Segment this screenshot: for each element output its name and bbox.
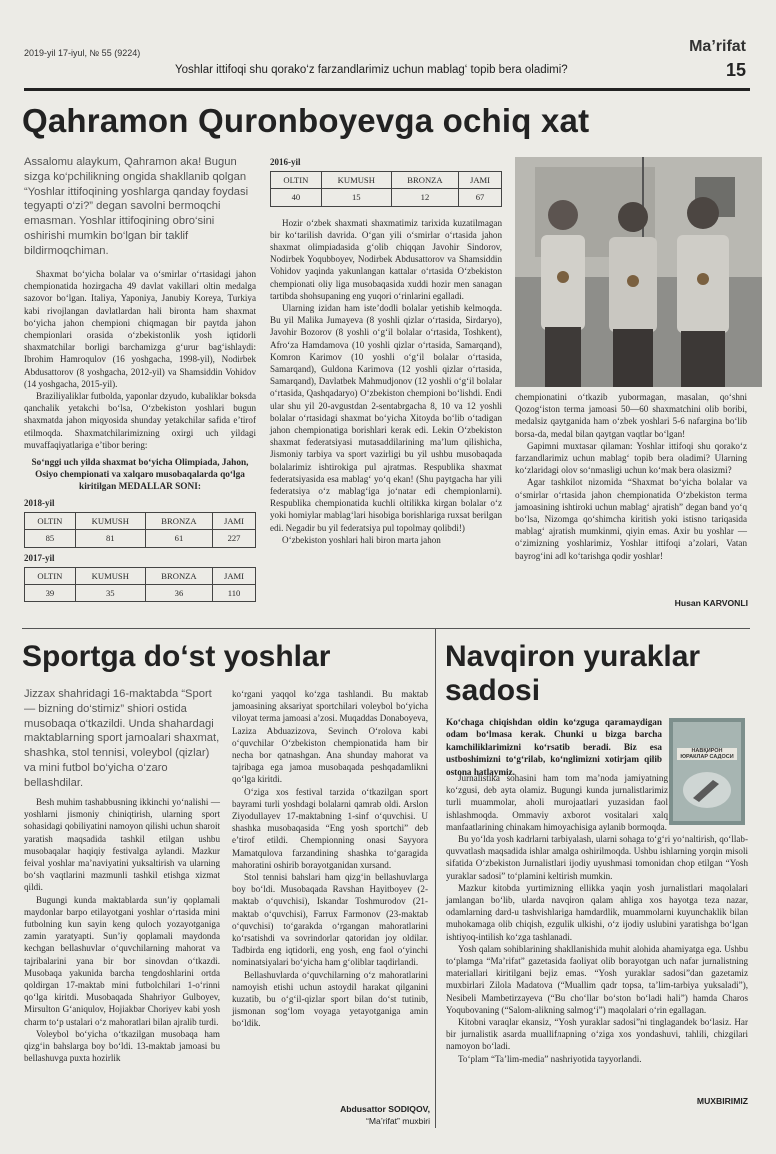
table-cell: 85 bbox=[25, 530, 76, 547]
article2-author-name: Abdusattor SODIQOV, bbox=[340, 1104, 430, 1114]
chess-players-photo bbox=[515, 157, 762, 387]
photo-illustration bbox=[515, 157, 762, 387]
paragraph: Yosh qalam sohiblarining shakllanishida muhit alohida ahamiyatga ega. Ushbu to‘plamga “Ma’rifat” gazetasida faoliyat olib borayotgan uch nafar jurnalistning materiallari kiritilgani bejiz emas. “Yosh yuraklar sadosi”dan gazetamiz muxbirlari Zilola Madatova (“Muallim qadr topsa, ta’lim-tarbiya yuksaladi”), Nesibeli Mambetirzayeva (“Bu cho‘llar bo‘ston bo‘ladi hali”) hamda Charos Yoqubovaning (“Salom-alikning salmog‘i”) maqolalari o‘rin egallagan. bbox=[446, 943, 748, 1015]
page-number: 15 bbox=[725, 60, 746, 80]
paragraph: Bellashuvlarda o‘quvchilarning o‘z mahoratlarini namoyish etishi uchun astoydil harakat qilganini kuzatib, bu o‘g‘il-qizlar sport bilan do‘st tutinib, jismonan sog‘lom voyaga yetayotganiga amin bo‘ldik. bbox=[232, 969, 428, 1029]
table-cell: 39 bbox=[25, 585, 76, 602]
article1-col1 bbox=[24, 268, 256, 602]
paragraph: Gapimni muxtasar qilaman: Yoshlar ittifoqi shu qorako‘z farzandlarimiz uchun mablag‘ topib bera oladimi? Ularning ko‘zlaridagi olov so‘nmasligi uchun ko‘mak bera olasizmi? bbox=[515, 440, 747, 476]
article3-body bbox=[446, 772, 748, 1065]
paragraph: Kitobni varaqlar ekansiz, “Yosh yuraklar sadosi”ni tinglagandek bo‘lasiz. Har bir jurnalistik asarda muallifларning o‘ziga xos yondashuvi, tahlili, chizgilari namoyon bo‘ladi. bbox=[446, 1017, 748, 1052]
paragraph: Hozir o‘zbek shaxmati shaxmatimiz tarixida kuzatilmagan bir ko‘tarilish davrida. O‘gan yili o‘smirlar o‘rtasida jahon shaxmat olimpiadasida g‘olib chiqqan Javohir Sindorov, Nodirbek Yoqubboyev, Nodirbek Abdusattorov va Shamsiddin Vohidov yaqinda yakunlangan kattalar o‘rtasida O‘zbekiston chempionati oliy liga musobaqasida xuddi hozir men sanagan tartibda shohsupaning eng yuqori o‘rinlarini egalladi. bbox=[270, 217, 502, 301]
article2-title: Sportga do‘st yoshlar bbox=[22, 640, 331, 673]
article1-title: Qahramon Quronboyevga ochiq xat bbox=[22, 102, 590, 139]
article3-title: Navqiron yuraklar sadosi bbox=[445, 640, 701, 707]
table-header: OLTIN bbox=[271, 172, 322, 189]
medal-table-2016 bbox=[270, 171, 502, 206]
paragraph: Voleybol bo‘yicha o‘tkazilgan musobaqa ham qizg‘in bahslarga boy bo‘ldi. 13-maktab jamoasi bu bellashuvga puxta hozirlik bbox=[24, 1028, 220, 1064]
table-header: BRONZA bbox=[145, 567, 212, 584]
paragraph: Stol tennisi bahslari ham qizg‘in bellashuvlarga boy bo‘ldi. Musobaqada Ravshan Hayitboyev (2-maktab o‘quvchisi), Iskandar Toshmurodov (21-maktab o‘quvchisi), Farrux Farmonov (23-maktab o‘quvchisi) to‘garakda o‘rgangan mahoratlarini ko‘rsatishdi va sovrindorlar qatoridan joy oldilar. Tadbirda eng iqtidorli, eng yosh, eng faol o‘yinchi nominatsiyalari bo‘yicha ham g‘oliblar taqdirlandi. bbox=[232, 872, 428, 968]
table-header: OLTIN bbox=[25, 513, 76, 530]
book-title: НАВҚИРОН ЮРАКЛАР САДОСИ bbox=[680, 748, 734, 760]
article1-col3 bbox=[515, 391, 747, 562]
table-header: JAMI bbox=[213, 513, 256, 530]
medal-table-2017 bbox=[24, 567, 256, 602]
table-header: JAMI bbox=[213, 567, 256, 584]
paragraph: Bugungi kunda maktablarda sun’iy qoplamali maydonlar barpo etilayotgani yoshlar o‘rtasida mini futbolning kun sayin keng quloch yozayotganiga zamin yaratyapti. Sun’iy qoplamali maydonda kechgan bellashuvlar o‘quvchilarning mahorat va tajribalarini yana bir bor sinovdan o‘tkazdi. Musobaqa yakunida barcha tengdoshlarini ortda qoldirgan 17-maktab mini futbolchilari 1-o‘rinni qo‘lga kiritdi. Musobaqada Shahriyor Gulboyev, Mirsulton G‘aniqulov, Hojiakbar Choriyev kabi yosh charm to‘p ustalari o‘z mahoratlari bilan ajralib turdi. bbox=[24, 894, 220, 1027]
medal-table-2018 bbox=[24, 512, 256, 547]
paragraph: Besh muhim tashabbusning ikkinchi yo‘nalishi — yoshlarni jismoniy chiniqtirish, ularning sport sohasidagi qobiliyatini namoyon qilishi uchun sharoit yaratish maqsadida tashkil etilgan ushbu musobaqalar haqiqiy festivalga aylandi. Mazkur feival yoshlar ma’naviyatini yuksaltirish va ularning bo‘sh vaqtlarini mazmunli tashkil etishga xizmat qildi. bbox=[24, 797, 220, 893]
medal-year-2017: 2017-yil bbox=[24, 552, 55, 563]
table-cell: 35 bbox=[75, 585, 145, 602]
paragraph: Jurnalistika sohasini ham tom ma’noda jamiyatning ko‘zgusi, deb ayta olamiz. Bugungi kunda jurnalistlarimiz turli muammolar, aholi murojaatlari yuzasidan faol ishlashmoqda. Ommaviy axborot vositalari xalq manfaatlarining chinakam himoyachisiga aylanib bormoqda. bbox=[446, 773, 668, 832]
table-header: KUMUSH bbox=[321, 172, 391, 189]
paragraph: To‘plam “Ta’lim-media” nashriyotida tayyorlandi. bbox=[458, 1053, 642, 1064]
medal-table-caption: So‘nggi uch yilda shaxmat bo‘yicha Olimpiada, Jahon, Osiyo chempionati va xalqaro musobaqalarda qo‘lga kiritilgan MEDALLAR SONI: bbox=[31, 458, 249, 493]
paragraph: ko‘rgani yaqqol ko‘zga tashlandi. Bu maktab jamoasining aksariyat sportchilari voleybol bo‘yicha viloyat terma jamoasi a’zosi. Muqaddas Donaboyeva, Laziza Abduazizova, Sevinch O‘rolova kabi o‘quvchilar O‘zbekiston chempionatida ham bir necha bor qatnashgan. Ana shunday mahorat va tajribaga ega jamoa musobaqada peshqadamlikni qo‘lga kiritdi. bbox=[232, 689, 428, 785]
table-cell: 110 bbox=[213, 585, 256, 602]
article2-lead: Jizzax shahridagi 16-maktabda “Sport — bizning do‘stimiz” shiori ostida musobaqa o‘tkazildi. Unda shahardagi maktablarning sport jamoalari shaxmat, shashka, stol tennisi, voleybol (qizlar) va mini futbol bo‘yicha o‘zaro bellashdilar. bbox=[24, 688, 220, 789]
article1-col2 bbox=[270, 156, 502, 546]
paragraph: Bu yo‘lda yosh kadrlarni tarbiyalash, ularni sohaga to‘g‘ri yo‘naltirish, qo‘llab-quvvatlash maqsadida ishlar amalga oshirilmoqda. Ushbu ishlarning yorqin misoli sifatida O‘zbekiston Jurnalistlari ijodiy uyushmasi tomonidan chop etilgan “Yosh yuraklar sadosi” to‘plamini keltirish mumkin. bbox=[446, 834, 748, 881]
issue-date: 2019-yil 17-iyul, № 55 (9224) bbox=[24, 48, 141, 58]
paragraph: Agar tashkilot nizomida “Shaxmat bo‘yicha bolalar va o‘smirlar o‘rtasida jahon chempionatida O‘zbekiston terma jamoasining ishtiroki uchun mablag‘ ajratish” degan band yo‘q bo‘lsa, Nizomga qo‘shimcha kiritish yoki istisno tariqasida mablag‘ ajratish mumkinmi, qiyin emas. Axir bu yoshlar — o‘zimizning yoshlarimiz, Yoshlar ittifoqi a’zolari, Vatan bayrog‘ini adl ko‘tarishga qodir yoshlar! bbox=[515, 477, 747, 561]
paragraph: Shaxmat bo‘yicha bolalar va o‘smirlar o‘rtasidagi jahon chempionatida hozirgacha 49 davlat vakillari oltin medalga sazovor bo‘lgan. Italiya, Yaponiya, Janubiy Koreya, Turkiya kabi rivojlangan davlatlardan hali bironta ham shaxmat bo‘yicha jahon chempioni chiqmagan bir paytda jahon chempionlari orasida o‘zbekistonlik yosh iqtidorli shaxmatchilar borligi barchamizga g‘urur bag‘ishlaydi: Ibrohim Hamroqulov (16 yoshgacha, 1998-yil), Nodirbek Abdusattorov (8 yoshgacha, 2012-yil) va Shamsiddin Vohidov (14 yoshgacha, 2015-yil). bbox=[24, 269, 256, 389]
medal-year-2016: 2016-yil bbox=[270, 157, 301, 167]
table-cell: 61 bbox=[145, 530, 212, 547]
table-header: BRONZA bbox=[391, 172, 458, 189]
table-header: JAMI bbox=[459, 172, 502, 189]
article3-lead: Ko‘chaga chiqishdan oldin ko‘zguga qaramaydigan odam bo‘lmasa kerak. Chunki u bizga barcha kamchiliklarimizni ko‘rsatib beradi. Biz esa ustbоshimizni to‘g‘rilab, ko‘nglimizni xotirjam qilib ostona hatlaymiz. bbox=[446, 717, 662, 777]
table-header: KUMUSH bbox=[75, 567, 145, 584]
paragraph: chempionatini o‘tkazib yubormagan, masalan, qo‘shni Qozog‘iston terma jamoasi 50—60 shaxmatchini olib boribi, medalsiz qaytganida ham o‘zbek yoshlari 5-6 nafargina bo‘lib borsa-da, medal bilan qaytgan vaqtlar bo‘lgan! bbox=[515, 392, 747, 439]
paragraph: O‘ziga xos festival tarzida o‘tkazilgan sport bayrami turli yoshdagi bolalarni qamrab oldi. Arslon Ziyodullayev 17-maktabning 1-sinf o‘quvchisi. U shashka musobaqasida “Eng yosh sportchi” deb e’tirof etildi. Chempionning onasi Sayyora Mamatqulova farzandining shashka to‘garagida mahoratini oshirib borayotganidan xursand. bbox=[232, 786, 428, 870]
article3-author: MUXBIRIMIZ bbox=[696, 1096, 748, 1106]
table-cell: 227 bbox=[213, 530, 256, 547]
section-divider bbox=[22, 628, 750, 629]
table-cell: 12 bbox=[391, 189, 458, 206]
table-header: BRONZA bbox=[145, 513, 212, 530]
article2-col2 bbox=[232, 688, 428, 1030]
article2-col1 bbox=[24, 796, 220, 1064]
column-divider bbox=[435, 628, 436, 1128]
article1-author: Husan KARVONLI bbox=[674, 598, 748, 608]
table-header: KUMUSH bbox=[75, 513, 145, 530]
paragraph: Braziliyaliklar futbolda, yaponlar dzyudo, kubaliklar boksda qanchalik yetakchi bo‘lsa, O‘zbekiston yoshlari bugun shaxmatda jahon miqyosida shunday yetakchilar safida e’tirof etilmoqda. Shaxmatchilarimizning oxirgi uch yildagi muvaffaqiyatlariga e’tibor bering: bbox=[24, 391, 256, 450]
table-header: OLTIN bbox=[25, 567, 76, 584]
paragraph: Ularning izidan ham iste’dodli bolalar yetishib kelmoqda. Bu yil Malika Jumayeva (8 yoshli qizlar o‘rtasida, Sirdaryo), Javohir Bozorov (8 yoshli o‘g‘il bolalar o‘rtasida, Toshkent), Afro‘za Hamdamova (10 yoshli qizlar o‘rtasida, Samarqand), Komron Karimov (10 yoshli o‘g‘il bolalar o‘rtasida, Samarqand), Guldona Karimova (12 yoshli qizlar o‘rtasida, Samarqand), Davlatbek Mahmudjonov (12 yoshli o‘g‘il bolalar o‘rtasida, Qashqadaryo) O‘zbekiston chempioni bo‘lishdi. Endi ular shu yil 20-avgustdan 2-sentabrgacha 8, 10 va 12 yoshli bolalar o‘rtasidagi shaxmat bo‘yicha Xitoyda bo‘lib o‘tadigan jahon chempionatiga borishlari kerak edi. Lekin O‘zbekiston shaxmat federatsiyasi mutasaddilarining ma’lum qilishicha, Jismoniy tarbiya va sport vazirligi bu yil ushbu musobaqada bolalarimiz ishtirokiga pul ajratmas. Respublika shaxmat federatsiyasida esa mablag‘ yo‘q ekan! (Shu paytgacha har yili federatsiya o‘z mablag‘iga jo‘natar edi chempionlarni). Respublika chempionatida kuchli oltilikka kirgan bolalar o‘z yoki homiylar mablag‘lari hisobiga borishlariga ruxsat berilgan edi. Negadir bu yil federatsiya pul topolmay qolibdi!) bbox=[270, 303, 502, 533]
paragraph: Mazkur kitobda yurtimizning ellikka yaqin yosh jurnalistlari maqolalari jamlangan bo‘lib, ularda navqiron qalam ahliga xos hayotga teza nazar, odamlarning dard-u tashvishlariga hamdardlik, muammolarni kuyunchaklik bilan muhokamaga olib chiqish, ezgulik ulkishi, o‘z ijodiy uslubini yaratishga bo‘lgan ishtiyoq-intilish ko‘zga tashlanadi. bbox=[446, 882, 748, 942]
table-cell: 36 bbox=[145, 585, 212, 602]
table-cell: 67 bbox=[459, 189, 502, 206]
table-cell: 15 bbox=[321, 189, 391, 206]
table-cell: 81 bbox=[75, 530, 145, 547]
medal-year-2018: 2018-yil bbox=[24, 498, 55, 509]
paragraph: O‘zbekiston yoshlari hali biron marta jahon bbox=[282, 534, 441, 545]
table-cell: 40 bbox=[271, 189, 322, 206]
article1-lead: Assalomu alaykum, Qahramon aka! Bugun sizga ko‘pchilikning ongida shakllanib qolgan “Yoshlar ittifoqining yoshlarga qanday foydasi tegyapti o‘zi?” degan savolni bermoqchi emasman. Yoshlar ittifoqining obro‘sini oshirishi mumkin bo‘lgan bir taklif bildirmoqchiman. bbox=[24, 156, 249, 257]
header-rule bbox=[24, 88, 750, 91]
header-tagline: Yoshlar ittifoqi shu qorako‘z farzandlarimiz uchun mablag‘ topib bera oladimi? bbox=[175, 64, 568, 76]
newspaper-brand: Ma’rifat bbox=[689, 38, 746, 55]
article2-author-role: “Ma’rifat” muxbiri bbox=[366, 1116, 430, 1126]
